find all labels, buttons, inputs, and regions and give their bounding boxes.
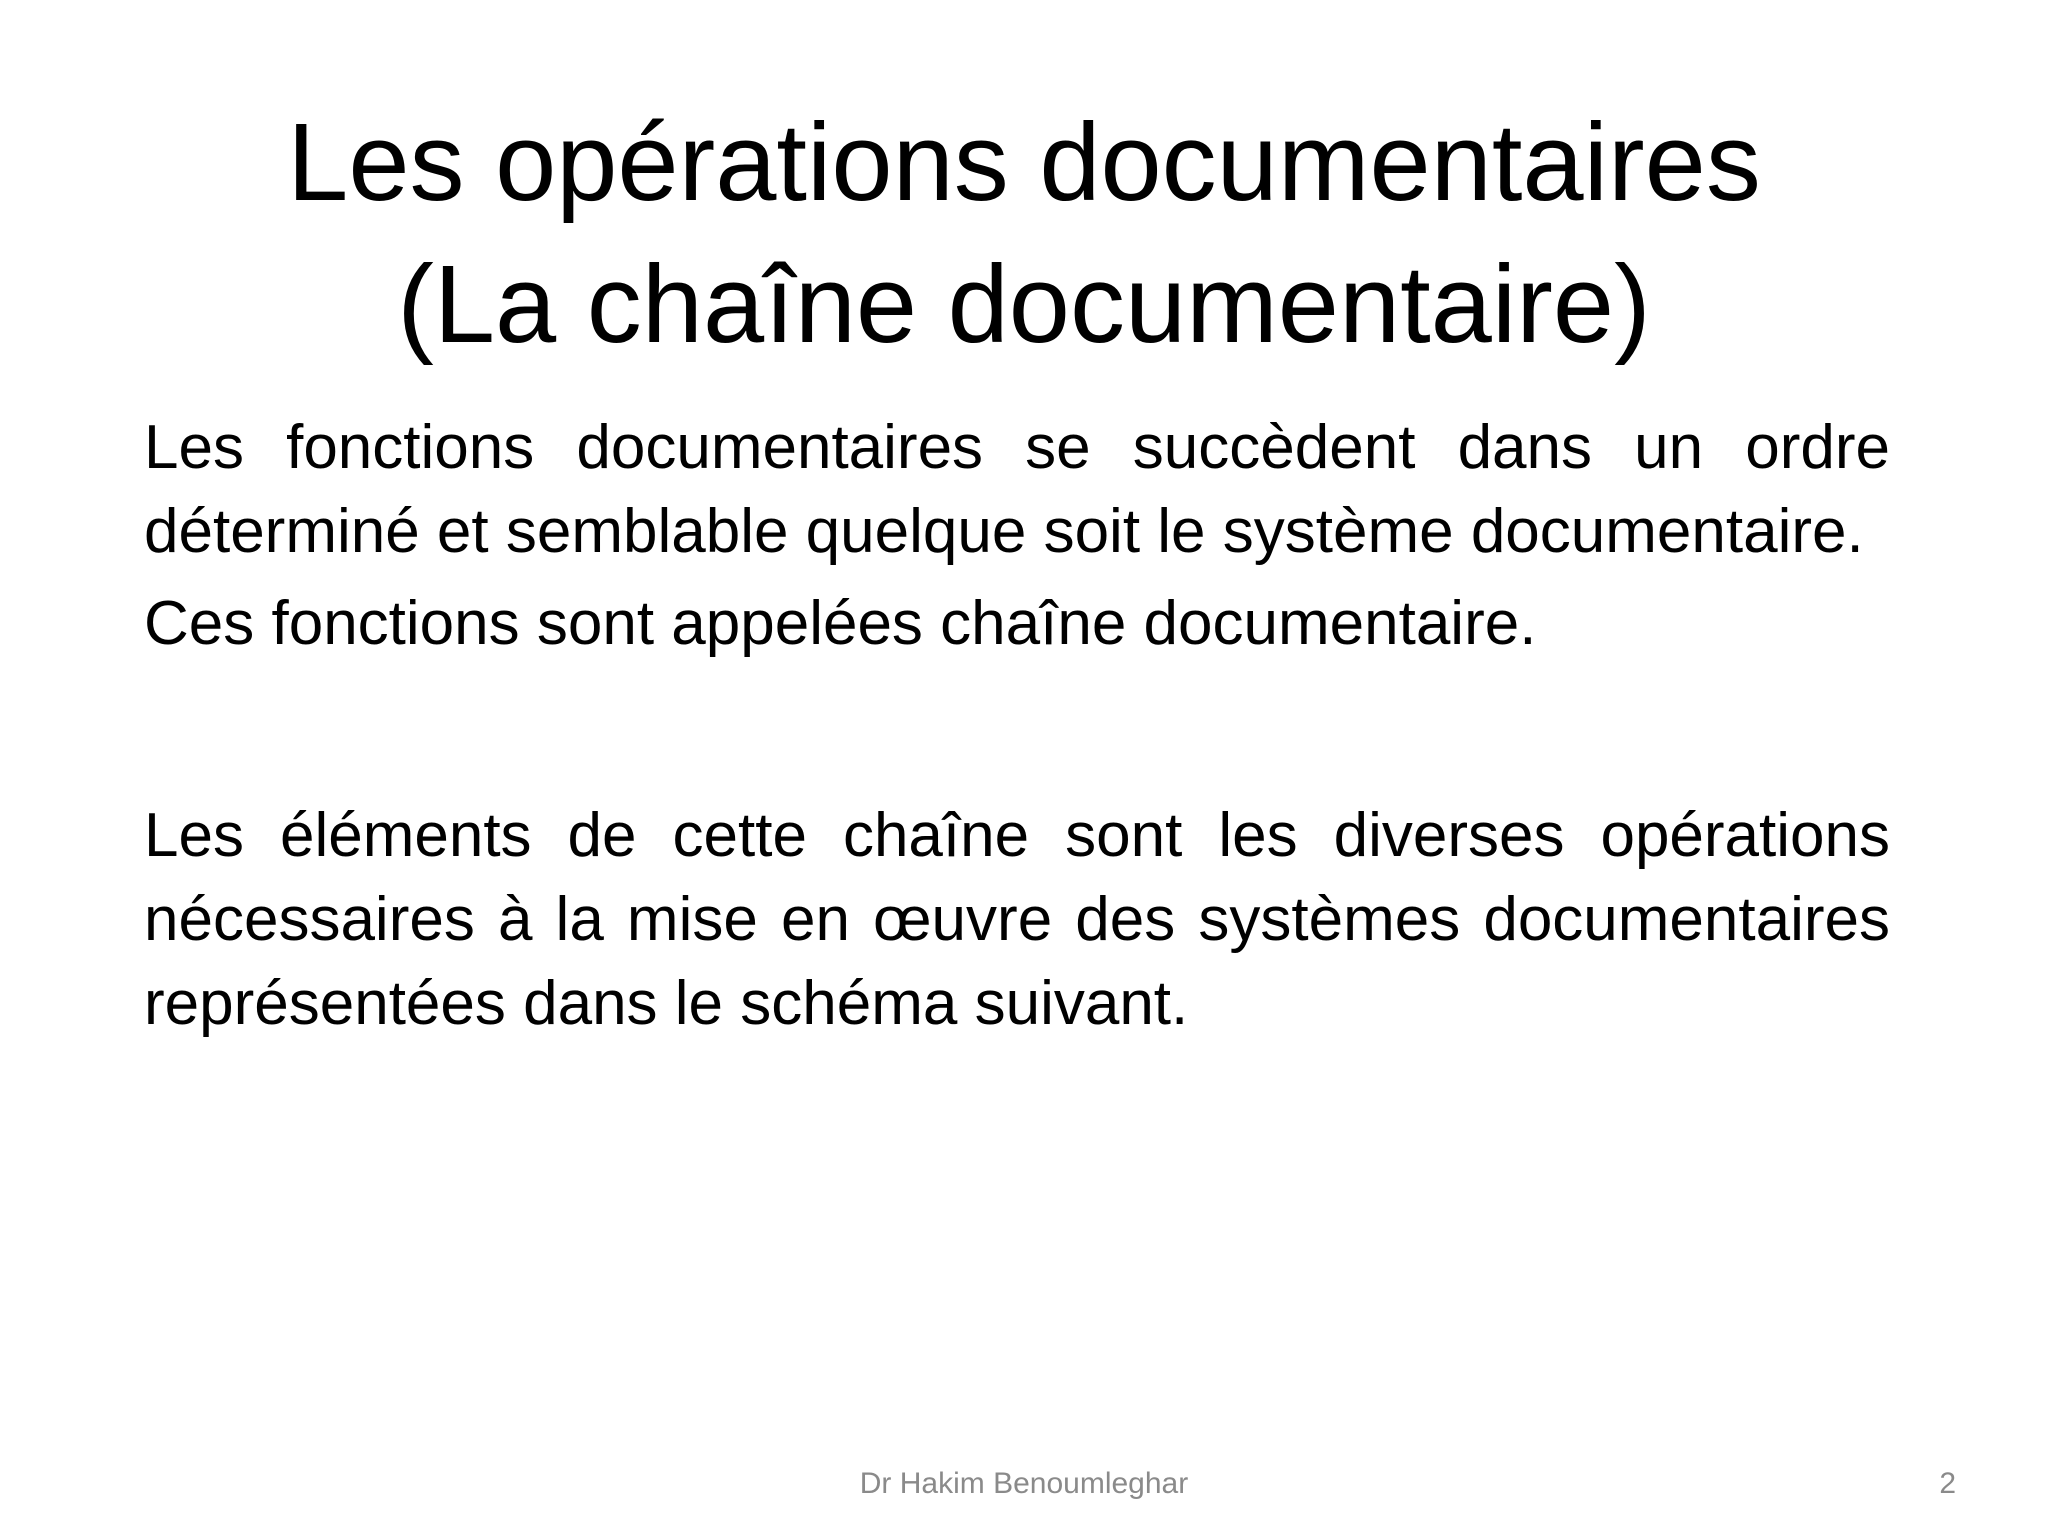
body-paragraph-1: Les fonctions documentaires se succèdent dans un ordre déterminé et semblable quelque soit le système documentaire. bbox=[144, 413, 1890, 566]
body-paragraph-3: Les éléments de cette chaîne sont les diverses opérations nécessaires à la mise en œuvre des systèmes documentaires représentées dans le schéma suivant. bbox=[144, 801, 1890, 1038]
slide-title bbox=[140, 92, 1908, 376]
slide-title-line-2: (La chaîne documentaire) bbox=[397, 243, 1651, 366]
slide-body bbox=[144, 406, 1890, 1046]
body-paragraph-2: Ces fonctions sont appelées chaîne documentaire. bbox=[144, 589, 1537, 658]
footer-author: Dr Hakim Benoumleghar bbox=[859, 1467, 1189, 1500]
page-number: 2 bbox=[1939, 1467, 1956, 1500]
slide-title-line-1: Les opérations documentaires bbox=[287, 101, 1761, 224]
